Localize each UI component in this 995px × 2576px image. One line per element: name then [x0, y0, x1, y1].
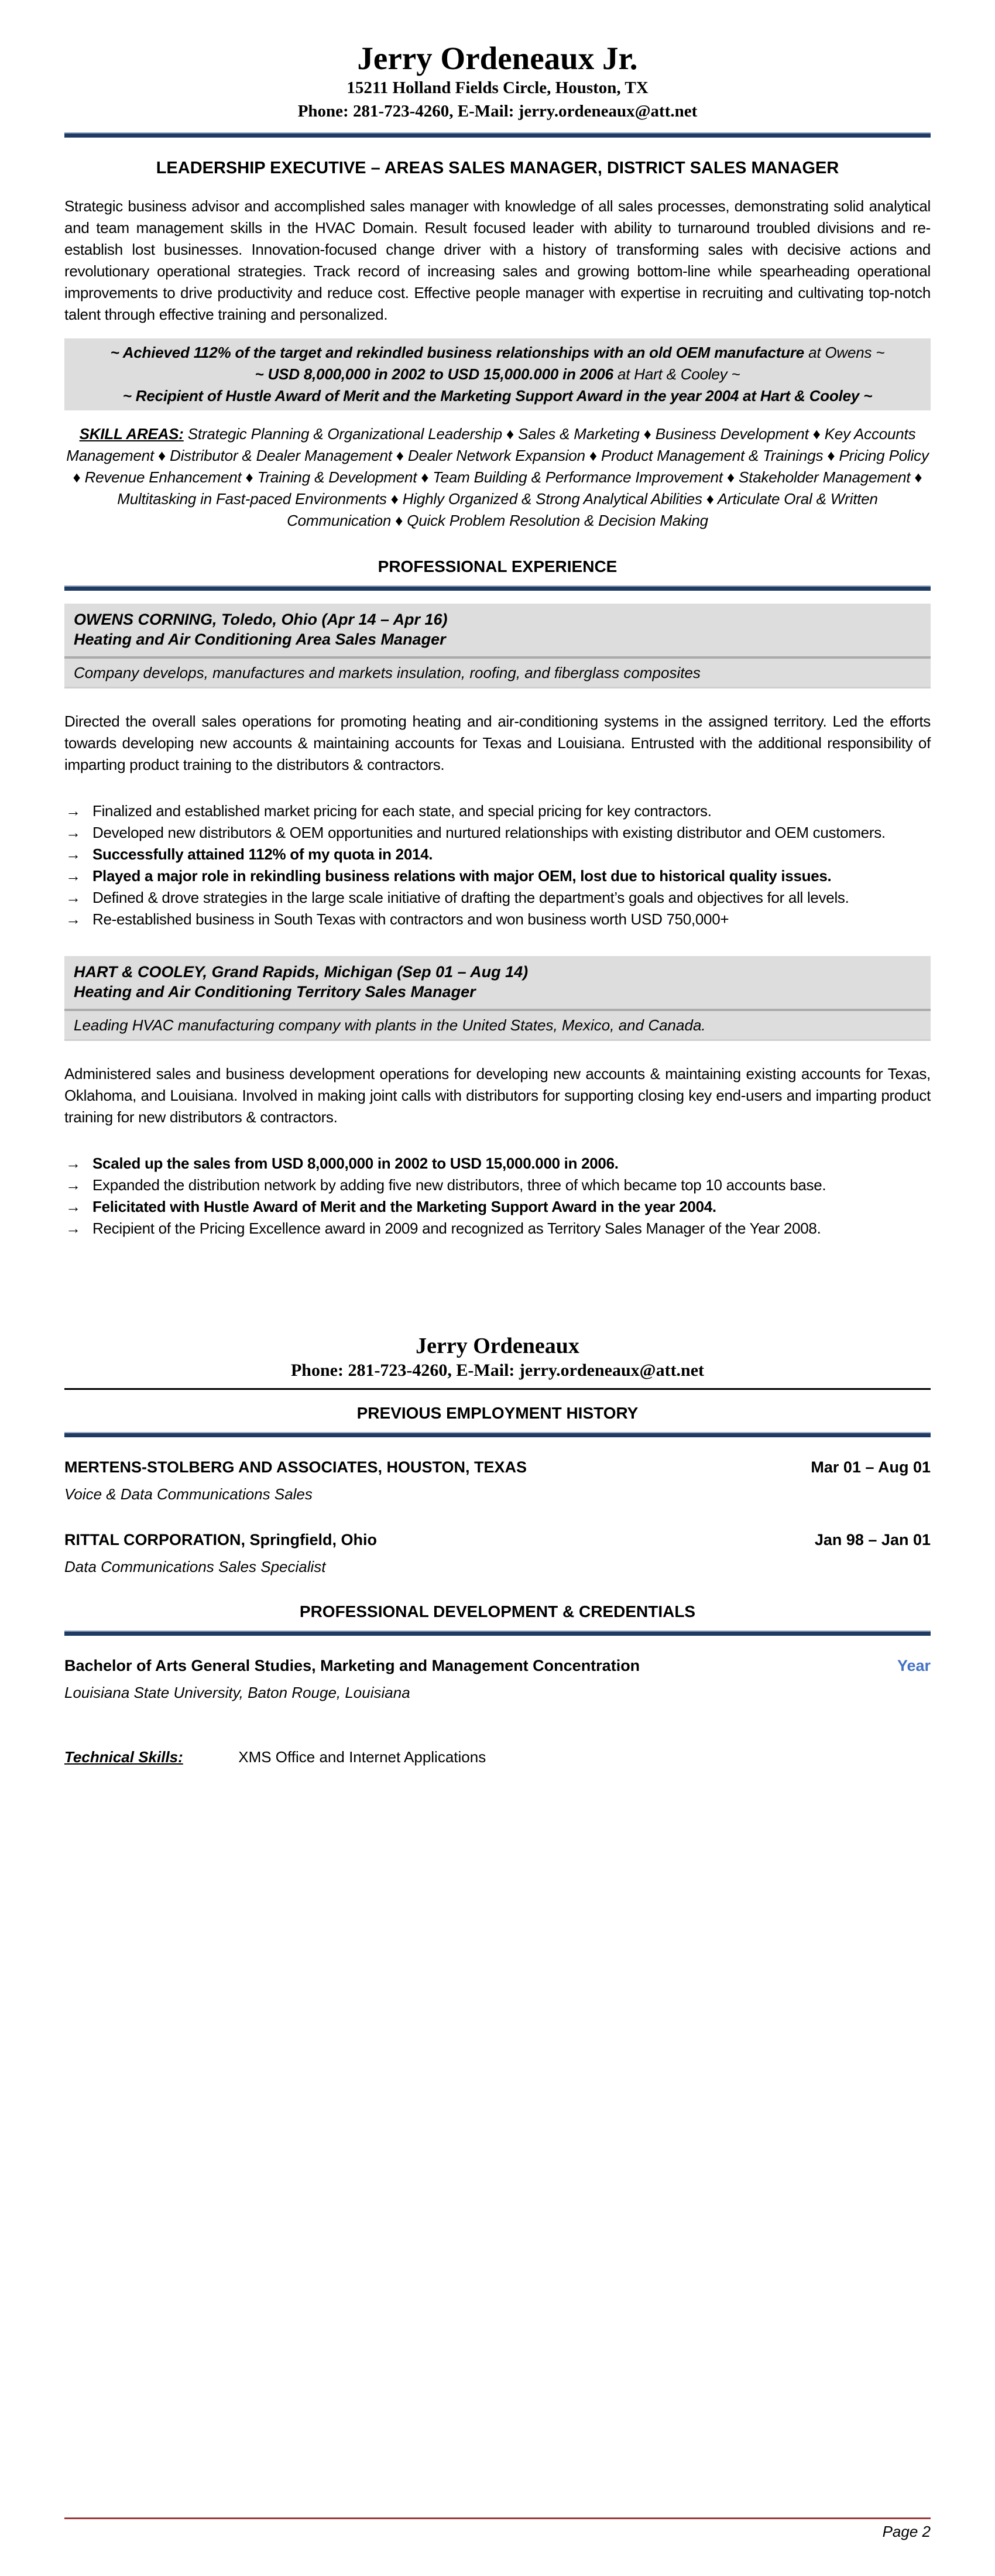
job-title-box — [64, 604, 931, 659]
employment-row — [64, 1457, 931, 1477]
achievement-bold-text: ~ Recipient of Hustle Award of Merit and the Marketing Support Award in the year 2004 at Hart & Cooley ~ — [122, 387, 873, 405]
bullet-item — [64, 800, 931, 822]
arrow-bullet-icon: → — [66, 867, 81, 885]
arrow-bullet-icon: → — [66, 889, 81, 906]
bullet-text: Played a major role in rekindling business relations with major OEM, lost due to historical quality issues. — [92, 867, 832, 885]
arrow-bullet-icon: → — [66, 1176, 81, 1194]
previous-employment-heading: PREVIOUS EMPLOYMENT HISTORY — [356, 1404, 639, 1422]
section-divider-rule — [64, 585, 931, 591]
address-line: 15211 Holland Fields Circle, Houston, TX — [346, 78, 649, 97]
achievement-line — [73, 364, 922, 385]
bullet-item — [64, 1153, 931, 1174]
page2-candidate-name: Jerry Ordeneaux — [416, 1334, 579, 1358]
page2-header — [64, 1333, 931, 1382]
bullet-text: Re-established business in South Texas with contractors and won business worth USD 750,000+ — [92, 910, 729, 928]
bullet-text: Defined & drove strategies in the large scale initiative of drafting the department’s goals and objectives for all levels. — [92, 889, 849, 906]
bullet-text: Felicitated with Hustle Award of Merit and the Marketing Support Award in the year 2004. — [92, 1198, 716, 1215]
achievement-bold-text: ~ USD 8,000,000 in 2002 to USD 15,000.000 in 2006 — [255, 365, 613, 383]
job-role-line: Heating and Air Conditioning Territory Sales Manager — [74, 983, 476, 1001]
arrow-bullet-icon: → — [66, 845, 81, 863]
arrow-bullet-icon: → — [66, 824, 81, 841]
job-title-box — [64, 956, 931, 1011]
achievements-box — [64, 338, 931, 410]
section-divider-rule — [64, 1630, 931, 1636]
arrow-bullet-icon: → — [66, 910, 81, 928]
bullet-item — [64, 865, 931, 887]
candidate-name: Jerry Ordeneaux Jr. — [357, 40, 638, 76]
page2-header-rule — [64, 1388, 931, 1390]
job-overview-paragraph: Administered sales and business development operations for developing new accounts & maintaining existing accounts for Texas, Oklahoma, and Louisiana. Involved in making joint calls with distributors for supporting closing key end-users and imparting product training for new distributors & contractors. — [64, 1065, 931, 1126]
employment-dates: Mar 01 – Aug 01 — [811, 1458, 931, 1476]
bullet-item — [64, 1196, 931, 1218]
section-divider-rule — [64, 1432, 931, 1437]
job-bullet-list — [64, 1153, 931, 1239]
technical-skills-label: Technical Skills: — [64, 1748, 183, 1766]
degree-title: Bachelor of Arts General Studies, Marketing and Management Concentration — [64, 1657, 640, 1674]
experience-heading: PROFESSIONAL EXPERIENCE — [378, 557, 617, 576]
page-number: Page 2 — [882, 2523, 931, 2540]
skill-areas-list: Strategic Planning & Organizational Leadership ♦ Sales & Marketing ♦ Business Development ♦ Key Accounts Management ♦ Distributor & Dealer Management ♦ Dealer Network Expansion ♦ Product Management & Trainings ♦ Pricing Policy ♦ Revenue Enhancement ♦ Training & Development ♦ Team Building & Performance Improvement ♦ Stakeholder Management ♦ Multitasking in Fast-paced Environments ♦ Highly Organized & Strong Analytical Abilities ♦ Articulate Oral & Written Communication ♦ Quick Problem Resolution & Decision Making — [66, 425, 929, 529]
footer-rule — [64, 2517, 931, 2519]
summary-paragraph: Strategic business advisor and accomplished sales manager with knowledge of all sales processes, demonstrating solid analytical and team management skills in the HVAC Domain. Result focused leader with ability to turnaround troubled divisions and re-establish lost businesses. Innovation-focused change driver with a history of transforming sales with decisive actions and revolutionary operational strategies. Track record of increasing sales and growing bottom-line while spearheading operational improvements to drive productivity and reduce cost. Effective people manager with expertise in recruiting and cultivating top-notch talent through effective training and personalized. — [64, 197, 931, 323]
bullet-item — [64, 909, 931, 930]
employment-role: Voice & Data Communications Sales — [64, 1485, 313, 1503]
job-entry-owens-corning — [64, 604, 931, 930]
degree-row — [64, 1656, 931, 1676]
arrow-bullet-icon: → — [66, 1198, 81, 1215]
achievement-bold-text: ~ Achieved 112% of the target and rekindled business relationships with an old OEM manufacture — [110, 344, 805, 361]
bullet-text: Expanded the distribution network by adding five new distributors, three of which became top 10 accounts base. — [92, 1176, 826, 1194]
bullet-text: Developed new distributors & OEM opportunities and nurtured relationships with existing distributor and OEM customers. — [92, 824, 886, 841]
contact-line: Phone: 281-723-4260, E-Mail: jerry.ordeneaux@att.net — [297, 102, 698, 121]
arrow-bullet-icon: → — [66, 1220, 81, 1237]
achievement-normal-text: at Owens ~ — [804, 344, 885, 361]
school-line: Louisiana State University, Baton Rouge, Louisiana — [64, 1684, 410, 1701]
company-description-box: Company develops, manufactures and markets insulation, roofing, and fiberglass composites — [64, 659, 931, 688]
bullet-text: Scaled up the sales from USD 8,000,000 in 2002 to USD 15,000.000 in 2006. — [92, 1155, 619, 1172]
company-description-box: Leading HVAC manufacturing company with plants in the United States, Mexico, and Canada. — [64, 1011, 931, 1041]
employer-name: MERTENS-STOLBERG AND ASSOCIATES, HOUSTON, TEXAS — [64, 1458, 527, 1476]
employment-role: Data Communications Sales Specialist — [64, 1558, 326, 1575]
skill-areas-label: SKILL AREAS: — [79, 425, 184, 443]
header-divider-rule — [64, 132, 931, 138]
bullet-item — [64, 844, 931, 865]
bullet-text: Successfully attained 112% of my quota in 2014. — [92, 845, 433, 863]
job-bullet-list — [64, 800, 931, 930]
achievement-normal-text: at Hart & Cooley ~ — [613, 365, 740, 383]
job-role-line: Heating and Air Conditioning Area Sales Manager — [74, 631, 446, 648]
achievement-line — [73, 342, 922, 364]
bullet-item — [64, 1218, 931, 1239]
arrow-bullet-icon: → — [66, 802, 81, 820]
bullet-item — [64, 887, 931, 909]
employment-dates: Jan 98 – Jan 01 — [814, 1531, 931, 1549]
degree-year: Year — [897, 1657, 931, 1674]
bullet-item — [64, 1174, 931, 1196]
resume-headline: LEADERSHIP EXECUTIVE – AREAS SALES MANAGER, DISTRICT SALES MANAGER — [156, 159, 839, 177]
arrow-bullet-icon: → — [66, 1155, 81, 1172]
bullet-text: Finalized and established market pricing for each state, and special pricing for key contractors. — [92, 802, 712, 820]
job-overview-paragraph: Directed the overall sales operations for promoting heating and air-conditioning systems in the assigned territory. Led the efforts towards developing new accounts & maintaining accounts for Texas and Louisiana. Entrusted with the additional responsibility of imparting product training to the distributors & contractors. — [64, 712, 931, 773]
employment-row — [64, 1530, 931, 1550]
employer-name: RITTAL CORPORATION, Springfield, Ohio — [64, 1531, 377, 1549]
technical-skills-value: XMS Office and Internet Applications — [238, 1748, 486, 1766]
skill-areas-paragraph — [64, 423, 931, 532]
page2-contact-line: Phone: 281-723-4260, E-Mail: jerry.ordeneaux@att.net — [290, 1361, 705, 1380]
development-heading: PROFESSIONAL DEVELOPMENT & CREDENTIALS — [299, 1602, 696, 1621]
achievement-line — [73, 385, 922, 407]
technical-skills-row — [64, 1747, 931, 1767]
job-company-line: HART & COOLEY, Grand Rapids, Michigan (Sep 01 – Aug 14) — [74, 963, 529, 981]
job-entry-hart-cooley — [64, 956, 931, 1239]
job-company-line: OWENS CORNING, Toledo, Ohio (Apr 14 – Apr 16) — [74, 611, 448, 628]
bullet-text: Recipient of the Pricing Excellence award in 2009 and recognized as Territory Sales Manager of the Year 2008. — [92, 1220, 821, 1237]
bullet-item — [64, 822, 931, 844]
page-footer — [64, 2517, 931, 2541]
